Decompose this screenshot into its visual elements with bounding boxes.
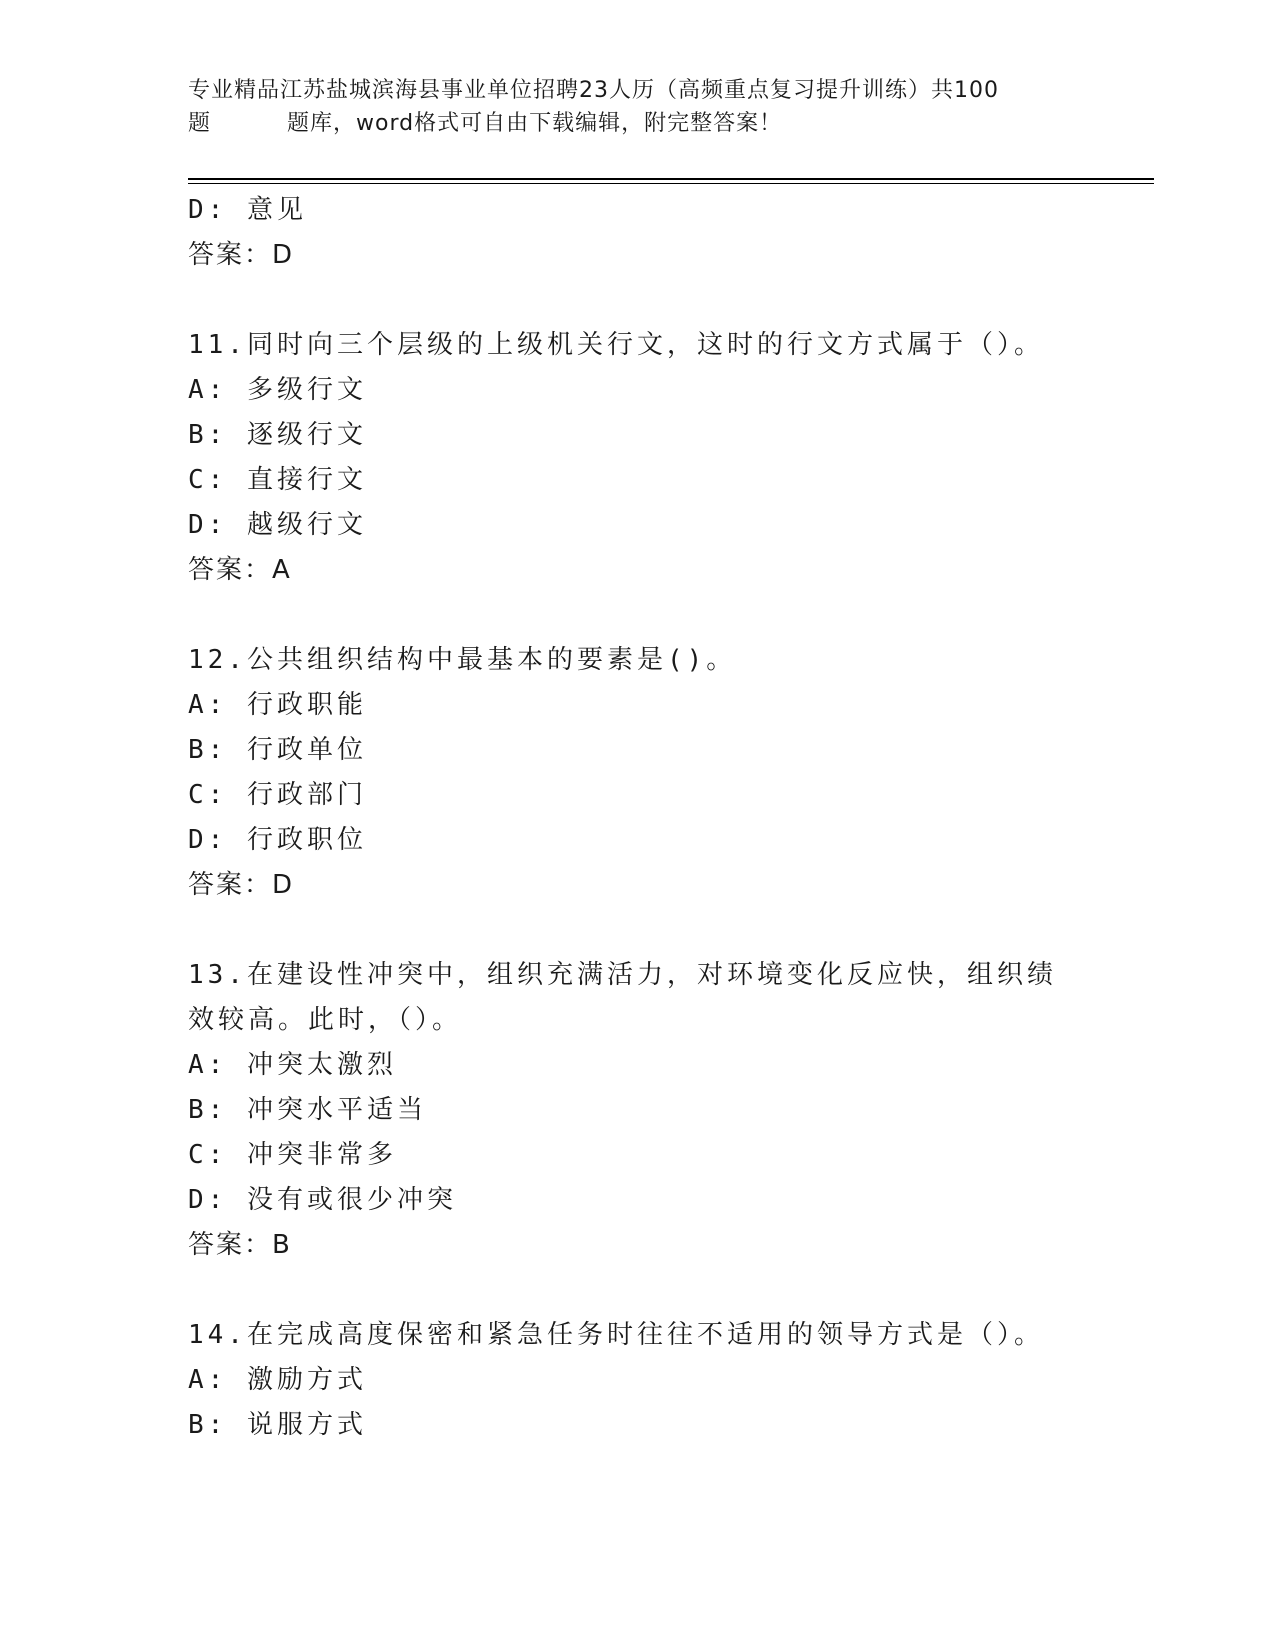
- option-b: B: 冲突水平适当: [188, 1095, 427, 1125]
- option-b: B: 行政单位: [188, 735, 367, 765]
- question-13: [188, 953, 1088, 1268]
- spacer: [188, 908, 1088, 953]
- answer-line: 答案：B: [188, 1230, 292, 1260]
- question-title: 13.在建设性冲突中，组织充满活力，对环境变化反应快，组织绩效较高。此时，（）。: [188, 960, 1057, 1035]
- option-b: B: 逐级行文: [188, 420, 367, 450]
- option-a: A: 冲突太激烈: [188, 1050, 397, 1080]
- answer-line: 答案：D: [188, 240, 295, 270]
- header-line-1: 专业精品江苏盐城滨海县事业单位招聘23人历（高频重点复习提升训练）共100: [188, 78, 999, 103]
- option-d: D: 没有或很少冲突: [188, 1185, 457, 1215]
- question-title: 14.在完成高度保密和紧急任务时往往不适用的领导方式是（）。: [188, 1320, 1044, 1350]
- question-title: 12.公共组织结构中最基本的要素是()。: [188, 645, 737, 675]
- option-b: B: 说服方式: [188, 1410, 367, 1440]
- page-header: [188, 74, 1068, 140]
- option-d: D: 越级行文: [188, 510, 367, 540]
- spacer: [188, 593, 1088, 638]
- question-12: [188, 638, 1088, 908]
- header-rule-thick: [188, 178, 1154, 180]
- spacer: [188, 278, 1088, 323]
- option-c: C: 直接行文: [188, 465, 367, 495]
- question-10-tail: [188, 188, 1088, 278]
- document-body: [188, 188, 1088, 1448]
- question-11: [188, 323, 1088, 593]
- option-a: A: 行政职能: [188, 690, 367, 720]
- header-line-2-tail: 题库，word格式可自由下载编辑，附完整答案！: [287, 111, 783, 136]
- option-d: D: 行政职位: [188, 825, 367, 855]
- header-line-2-lead: 题: [188, 111, 212, 136]
- answer-line: 答案：D: [188, 870, 295, 900]
- spacer: [188, 1268, 1088, 1313]
- option-c: C: 冲突非常多: [188, 1140, 397, 1170]
- option-a: A: 激励方式: [188, 1365, 367, 1395]
- question-title: 11.同时向三个层级的上级机关行文，这时的行文方式属于（）。: [188, 330, 1044, 360]
- option-a: A: 多级行文: [188, 375, 367, 405]
- option-d: D: 意见: [188, 195, 307, 225]
- header-line-2: [188, 107, 1068, 140]
- question-14: [188, 1313, 1088, 1448]
- option-c: C: 行政部门: [188, 780, 367, 810]
- answer-line: 答案：A: [188, 555, 292, 585]
- header-rule-thin: [188, 183, 1154, 184]
